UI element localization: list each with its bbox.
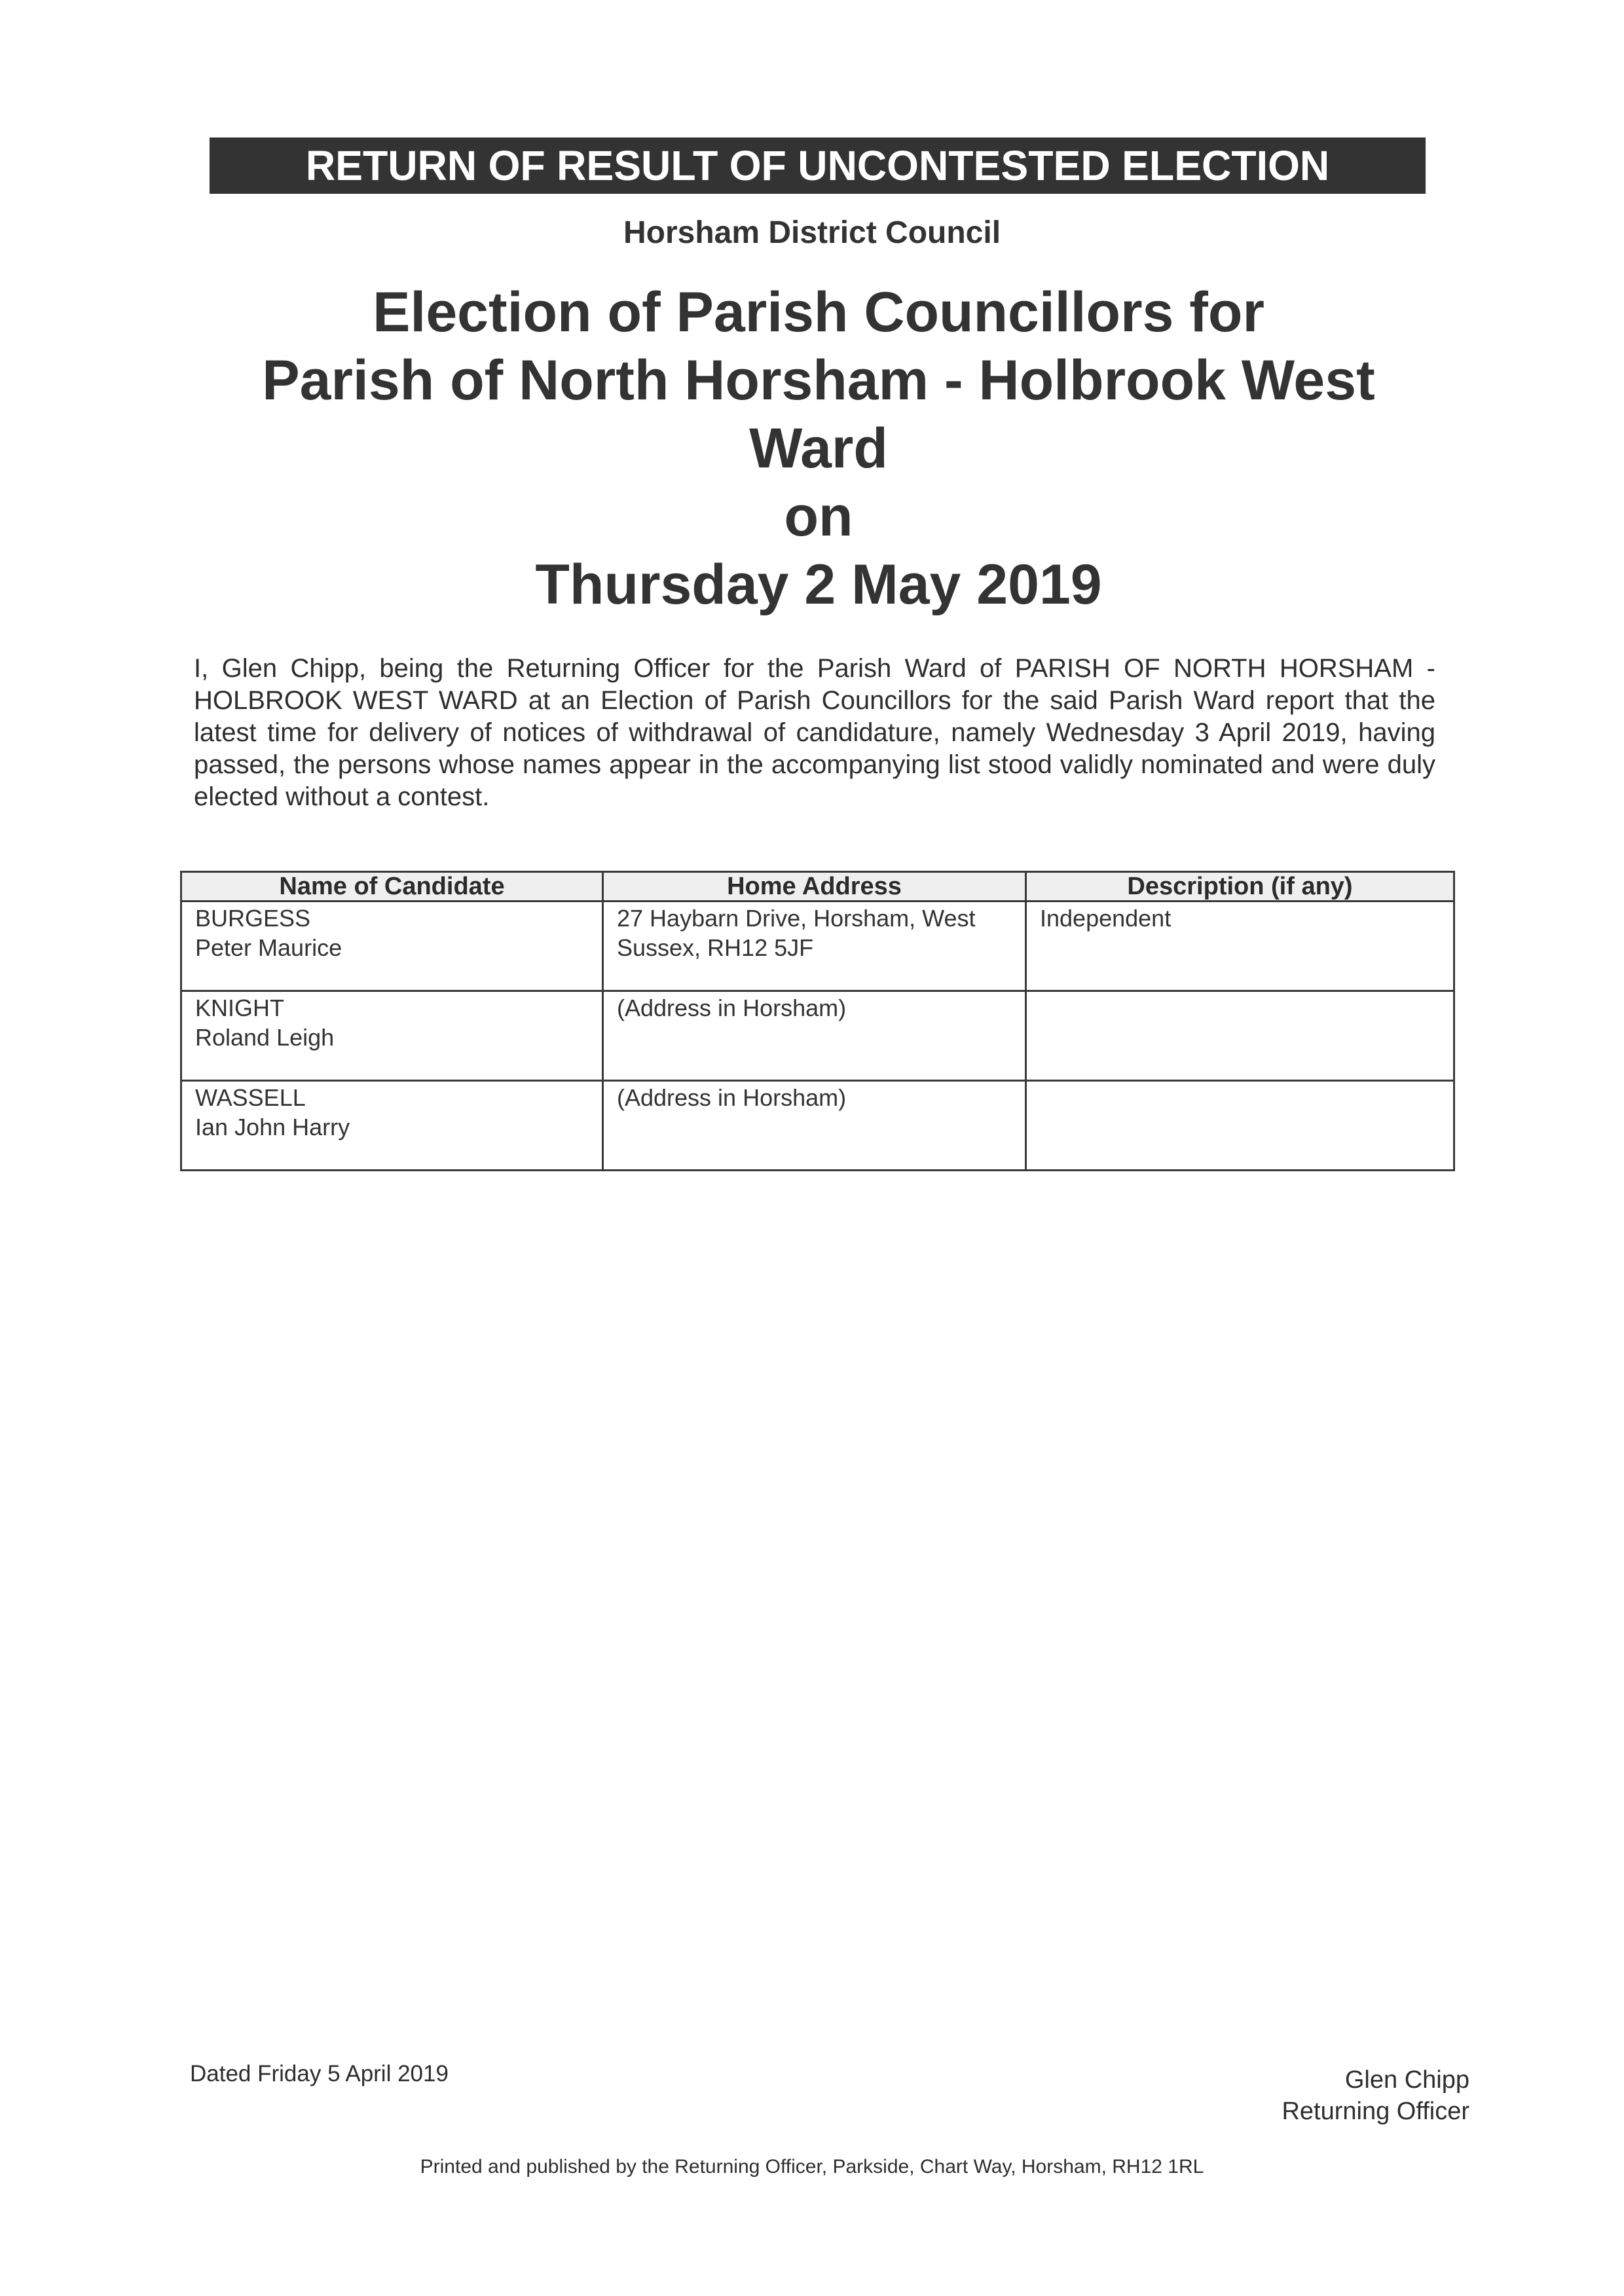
candidate-surname: KNIGHT <box>195 994 285 1021</box>
address-line-1: (Address in Horsham) <box>617 1084 847 1111</box>
signatory-name: Glen Chipp <box>1344 2066 1469 2094</box>
header-home-address: Home Address <box>603 872 1026 902</box>
candidate-surname: BURGESS <box>195 905 311 932</box>
election-title <box>183 278 1454 619</box>
table-row <box>181 991 1454 1081</box>
notice-banner: RETURN OF RESULT OF UNCONTESTED ELECTION <box>210 137 1426 194</box>
address-line-1: 27 Haybarn Drive, Horsham, West <box>617 905 976 932</box>
declaration-paragraph: I, Glen Chipp, being the Returning Officer for the Parish Ward of PARISH OF NORTH HORSHAM - HOLBROOK WEST WARD at an Election of Parish Councillors for the said Parish Ward report that the latest time for delivery of notices of withdrawal of candidature, namely Wednesday 3 April 2019, having passed, the persons whose names appear in the accompanying list stood validly nominated and were duly elected without a contest. <box>194 654 1435 811</box>
table-header-row <box>181 872 1454 902</box>
dated-line: Dated Friday 5 April 2019 <box>190 2061 449 2086</box>
table-row <box>181 1081 1454 1171</box>
address-line-1: (Address in Horsham) <box>617 994 847 1021</box>
candidate-name-cell <box>181 902 603 991</box>
header-description: Description (if any) <box>1026 872 1454 902</box>
title-line-4: on <box>784 485 853 548</box>
address-line-2: Sussex, RH12 5JF <box>617 934 814 961</box>
header-name-of-candidate: Name of Candidate <box>181 872 603 902</box>
candidate-name-cell <box>181 1081 603 1171</box>
candidate-address-cell <box>603 1081 1026 1171</box>
imprint-line: Printed and published by the Returning Officer, Parkside, Chart Way, Horsham, RH12 1RL <box>420 2156 1204 2178</box>
council-name: Horsham District Council <box>623 215 1001 250</box>
candidate-description: Independent <box>1040 905 1172 932</box>
election-date: Thursday 2 May 2019 <box>535 553 1102 616</box>
candidate-surname: WASSELL <box>195 1084 306 1111</box>
candidate-forenames: Roland Leigh <box>195 1024 335 1051</box>
table-row <box>181 902 1454 991</box>
candidate-address-cell <box>603 902 1026 991</box>
title-line-1: Election of Parish Councillors for <box>373 281 1264 344</box>
candidate-description-cell <box>1026 902 1454 991</box>
candidate-forenames: Ian John Harry <box>195 1114 350 1140</box>
candidates-table <box>180 871 1455 1171</box>
candidate-description-cell <box>1026 1081 1454 1171</box>
candidate-address-cell <box>603 991 1026 1081</box>
signatory-title: Returning Officer <box>1282 2098 1469 2125</box>
signature-block <box>1282 2064 1469 2127</box>
title-line-3: Ward <box>749 417 888 480</box>
title-line-2: Parish of North Horsham - Holbrook West <box>262 349 1375 412</box>
candidate-description-cell <box>1026 991 1454 1081</box>
candidate-forenames: Peter Maurice <box>195 934 342 961</box>
candidate-name-cell <box>181 991 603 1081</box>
